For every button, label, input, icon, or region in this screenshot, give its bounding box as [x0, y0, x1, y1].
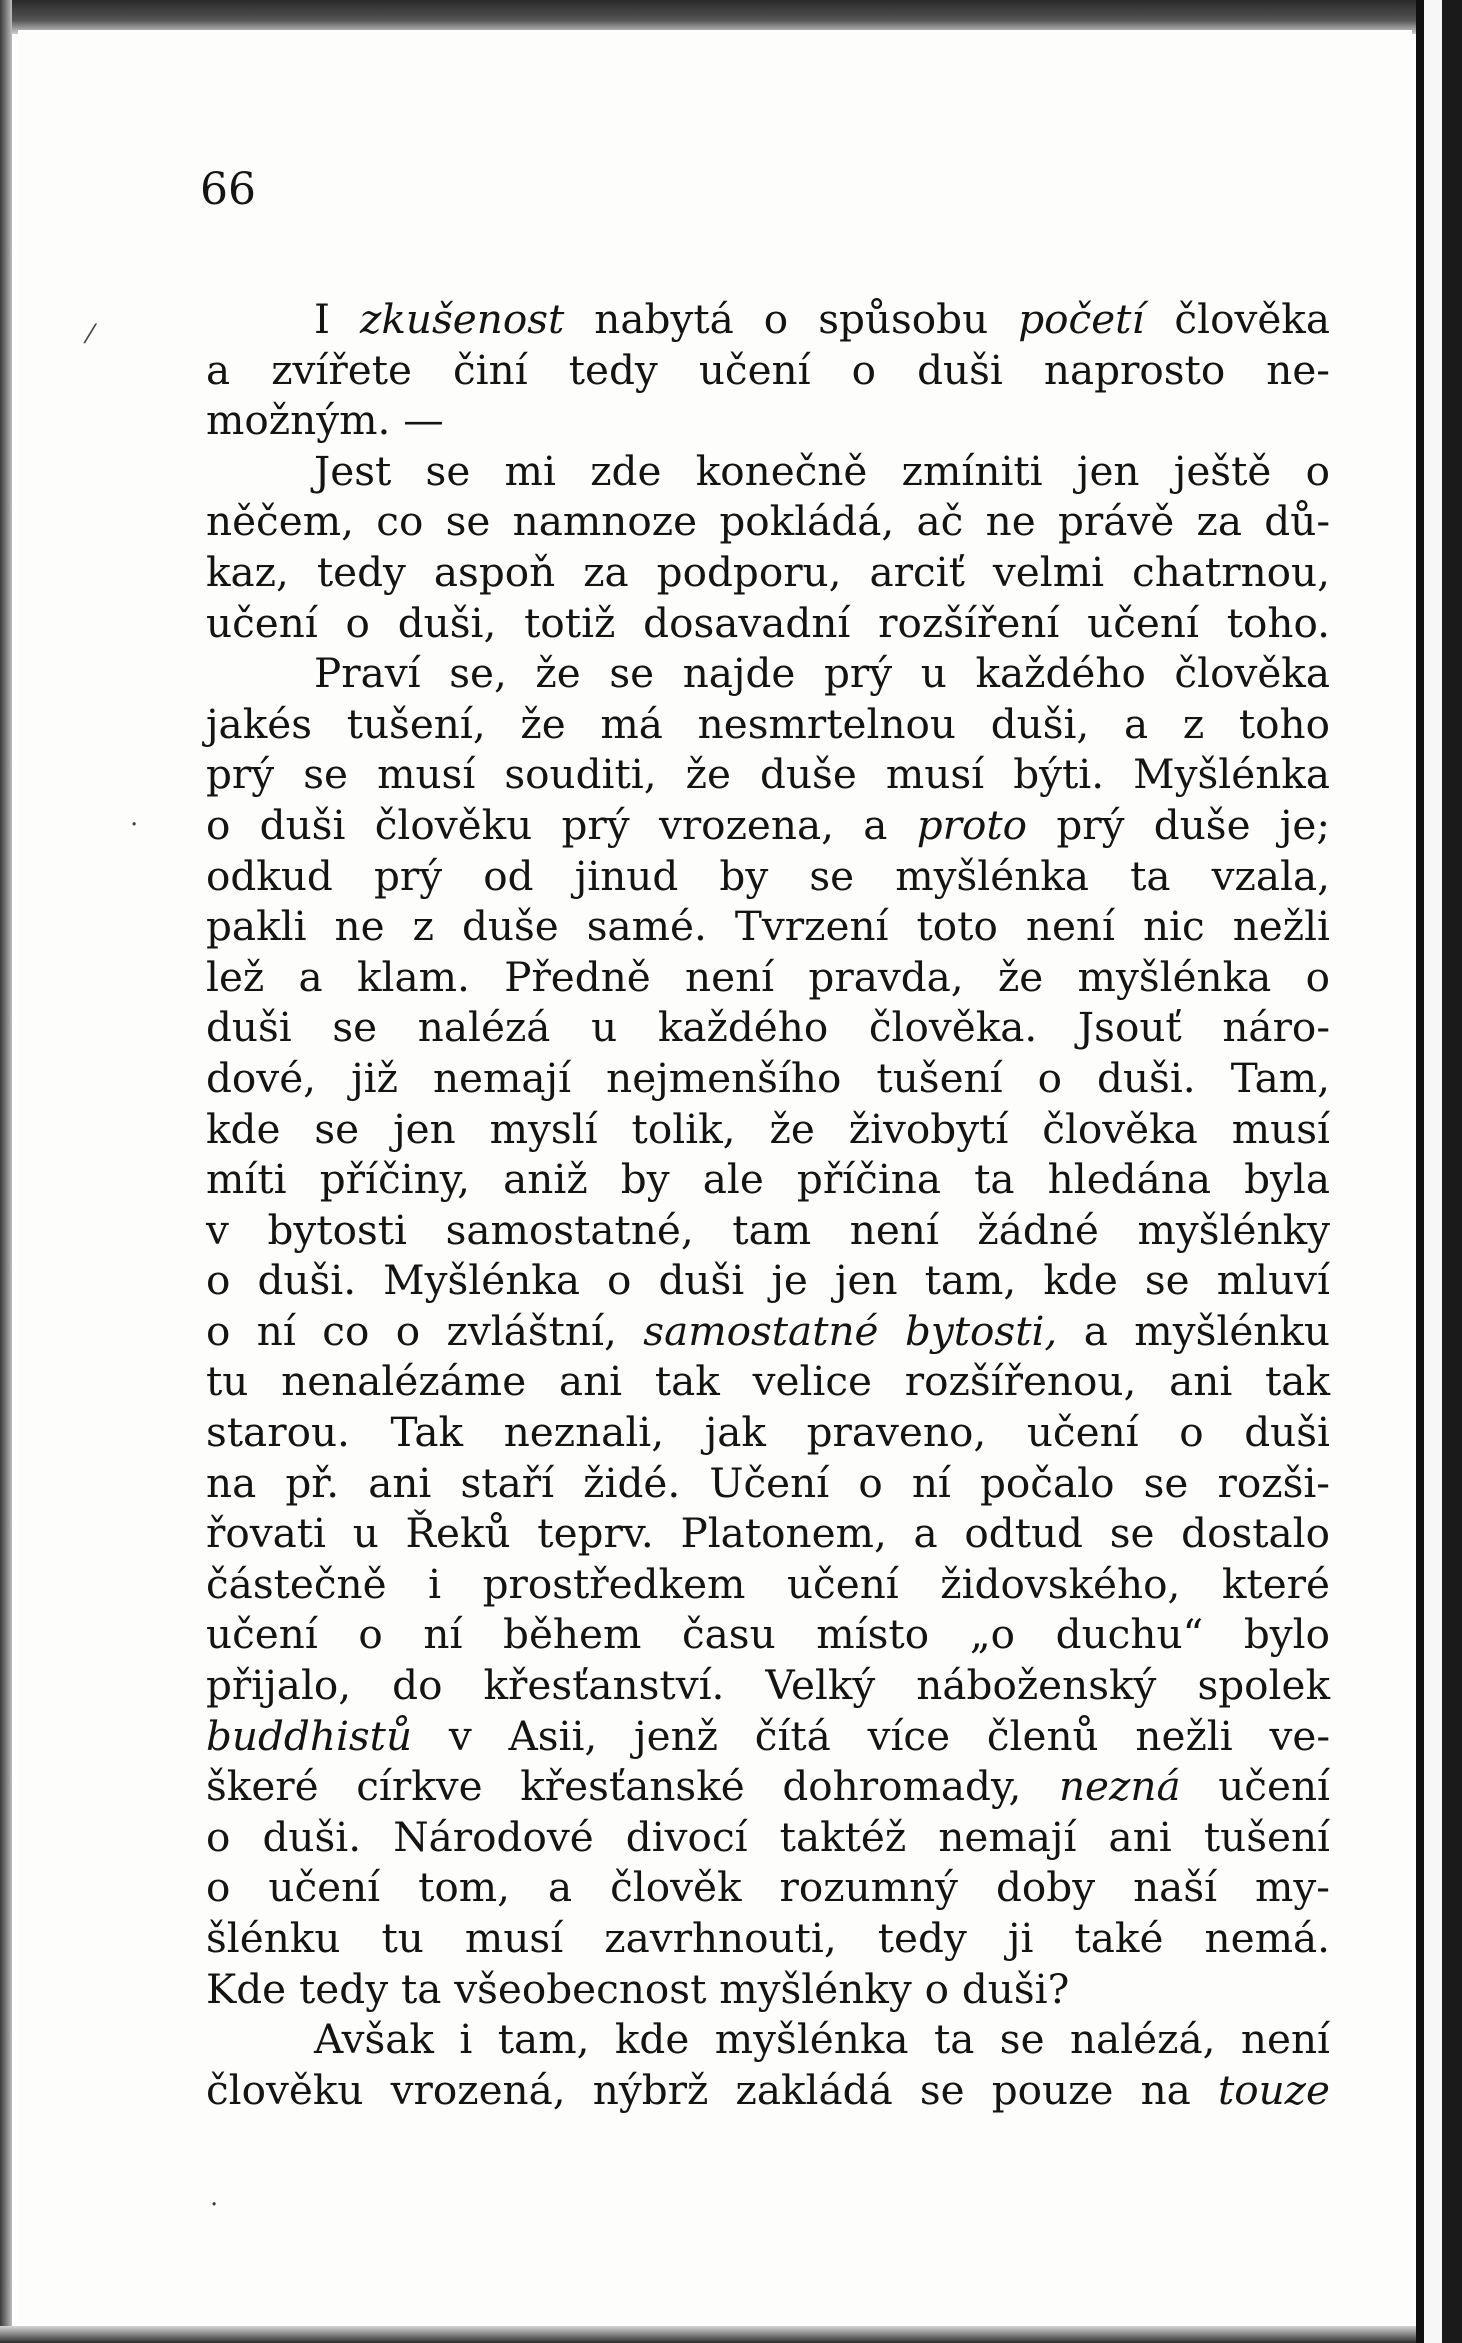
text-line: částečně i prostředkem učení židovského, které — [206, 1559, 1330, 1608]
text-line: dové, již nemají nejmenšího tušení o duši. Tam, — [206, 1053, 1330, 1102]
emphasized-term: zkušenost — [360, 295, 565, 343]
body-text — [206, 294, 1330, 2115]
margin-mark: ⁄ — [88, 320, 93, 350]
text-line: o učení tom, a člověk rozumný doby naší my- — [206, 1863, 1330, 1912]
text-line: učení o duši, totiž dosavadní rozšíření učení toho. — [206, 598, 1330, 647]
emphasized-term: nezná — [1058, 1762, 1181, 1811]
text-line: míti příčiny, aniž by ale příčina ta hledána byla — [206, 1155, 1330, 1204]
text-line: pakli ne z duše samé. Tvrzení toto není nic nežli — [206, 902, 1330, 951]
text-line: o duši. Myšlénka o duši je jen tam, kde se mluví — [206, 1256, 1330, 1305]
text-line: duši se nalézá u každého člověka. Jsouť náro- — [206, 1003, 1330, 1052]
text-line: Jest se mi zde konečně zmíniti jen ještě o — [314, 446, 1330, 495]
emphasized-term: touze — [1217, 2065, 1330, 2114]
scan-right-edge — [1416, 0, 1462, 2343]
text-line: na př. ani staří židé. Učení o ní počalo se rozši- — [206, 1458, 1330, 1507]
text-line: Kde tedy ta všeobecnost myšlénky o duši? — [206, 1964, 1070, 2013]
scan-top-edge — [0, 0, 1462, 34]
text-line: přijalo, do křesťanství. Velký náboženský spolek — [206, 1661, 1330, 1710]
text-line: o duši člověku prý vrozena, a proto prý duše je; — [206, 800, 1330, 849]
margin-mark: · — [130, 810, 139, 840]
text-line: starou. Tak neznali, jak praveno, učení o duši — [206, 1408, 1330, 1457]
text-line: člověku vrozená, nýbrž zakládá se pouze na touze — [206, 2065, 1330, 2114]
emphasized-term: početí — [1018, 295, 1145, 343]
text-line: I zkušenost nabytá o spůsobu početí člověka — [314, 295, 1330, 343]
text-line: škeré církve křesťanské dohromady, nezná učení — [206, 1762, 1330, 1811]
text-line: tu nenalézáme ani tak velice rozšířenou, ani tak — [206, 1357, 1330, 1406]
text-line: o duši. Národové divocí taktéž nemají ani tušení — [206, 1812, 1330, 1861]
text-line: šlénku tu musí zavrhnouti, tedy ji také nemá. — [206, 1914, 1330, 1962]
text-line: v bytosti samostatné, tam není žádné myšlénky — [206, 1205, 1330, 1254]
page-number: 66 — [200, 164, 256, 215]
text-line: lež a klam. Předně není pravda, že myšlénka o — [206, 952, 1330, 1001]
text-line: jakés tušení, že má nesmrtelnou duši, a z toho — [206, 699, 1330, 748]
text-line: buddhistů v Asii, jenž čítá více členů nežli ve- — [206, 1711, 1330, 1760]
emphasized-term: buddhistů — [206, 1711, 413, 1760]
text-line: něčem, co se namnoze pokládá, ač ne právě za dů- — [206, 497, 1330, 546]
margin-mark: · — [210, 2190, 219, 2220]
emphasized-term: samostatné bytosti, — [643, 1306, 1058, 1355]
text-line: kde se jen myslí tolik, že živobytí člověka musí — [206, 1104, 1330, 1153]
text-line: Praví se, že se najde prý u každého člověka — [314, 649, 1330, 698]
scan-bottom-edge — [0, 2326, 1416, 2343]
text-line: kaz, tedy aspoň za podporu, arciť velmi chatrnou, — [206, 547, 1330, 596]
text-line: Avšak i tam, kde myšlénka ta se nalézá, není — [314, 2015, 1330, 2064]
text-line: učení o ní během času místo „o duchu“ bylo — [206, 1610, 1330, 1659]
text-line: možným. — — [206, 396, 444, 445]
text-line: o ní co o zvláštní, samostatné bytosti, a myšlénku — [206, 1306, 1331, 1355]
text-line: prý se musí souditi, že duše musí býti. Myšlénka — [206, 750, 1330, 799]
scan-left-edge — [0, 0, 12, 2343]
emphasized-term: proto — [916, 800, 1028, 849]
text-line: řovati u Řeků teprv. Platonem, a odtud se dostalo — [206, 1509, 1330, 1558]
text-line: a zvířete činí tedy učení o duši naprosto ne- — [206, 345, 1330, 394]
text-line: odkud prý od jinud by se myšlénka ta vzala, — [206, 851, 1330, 900]
